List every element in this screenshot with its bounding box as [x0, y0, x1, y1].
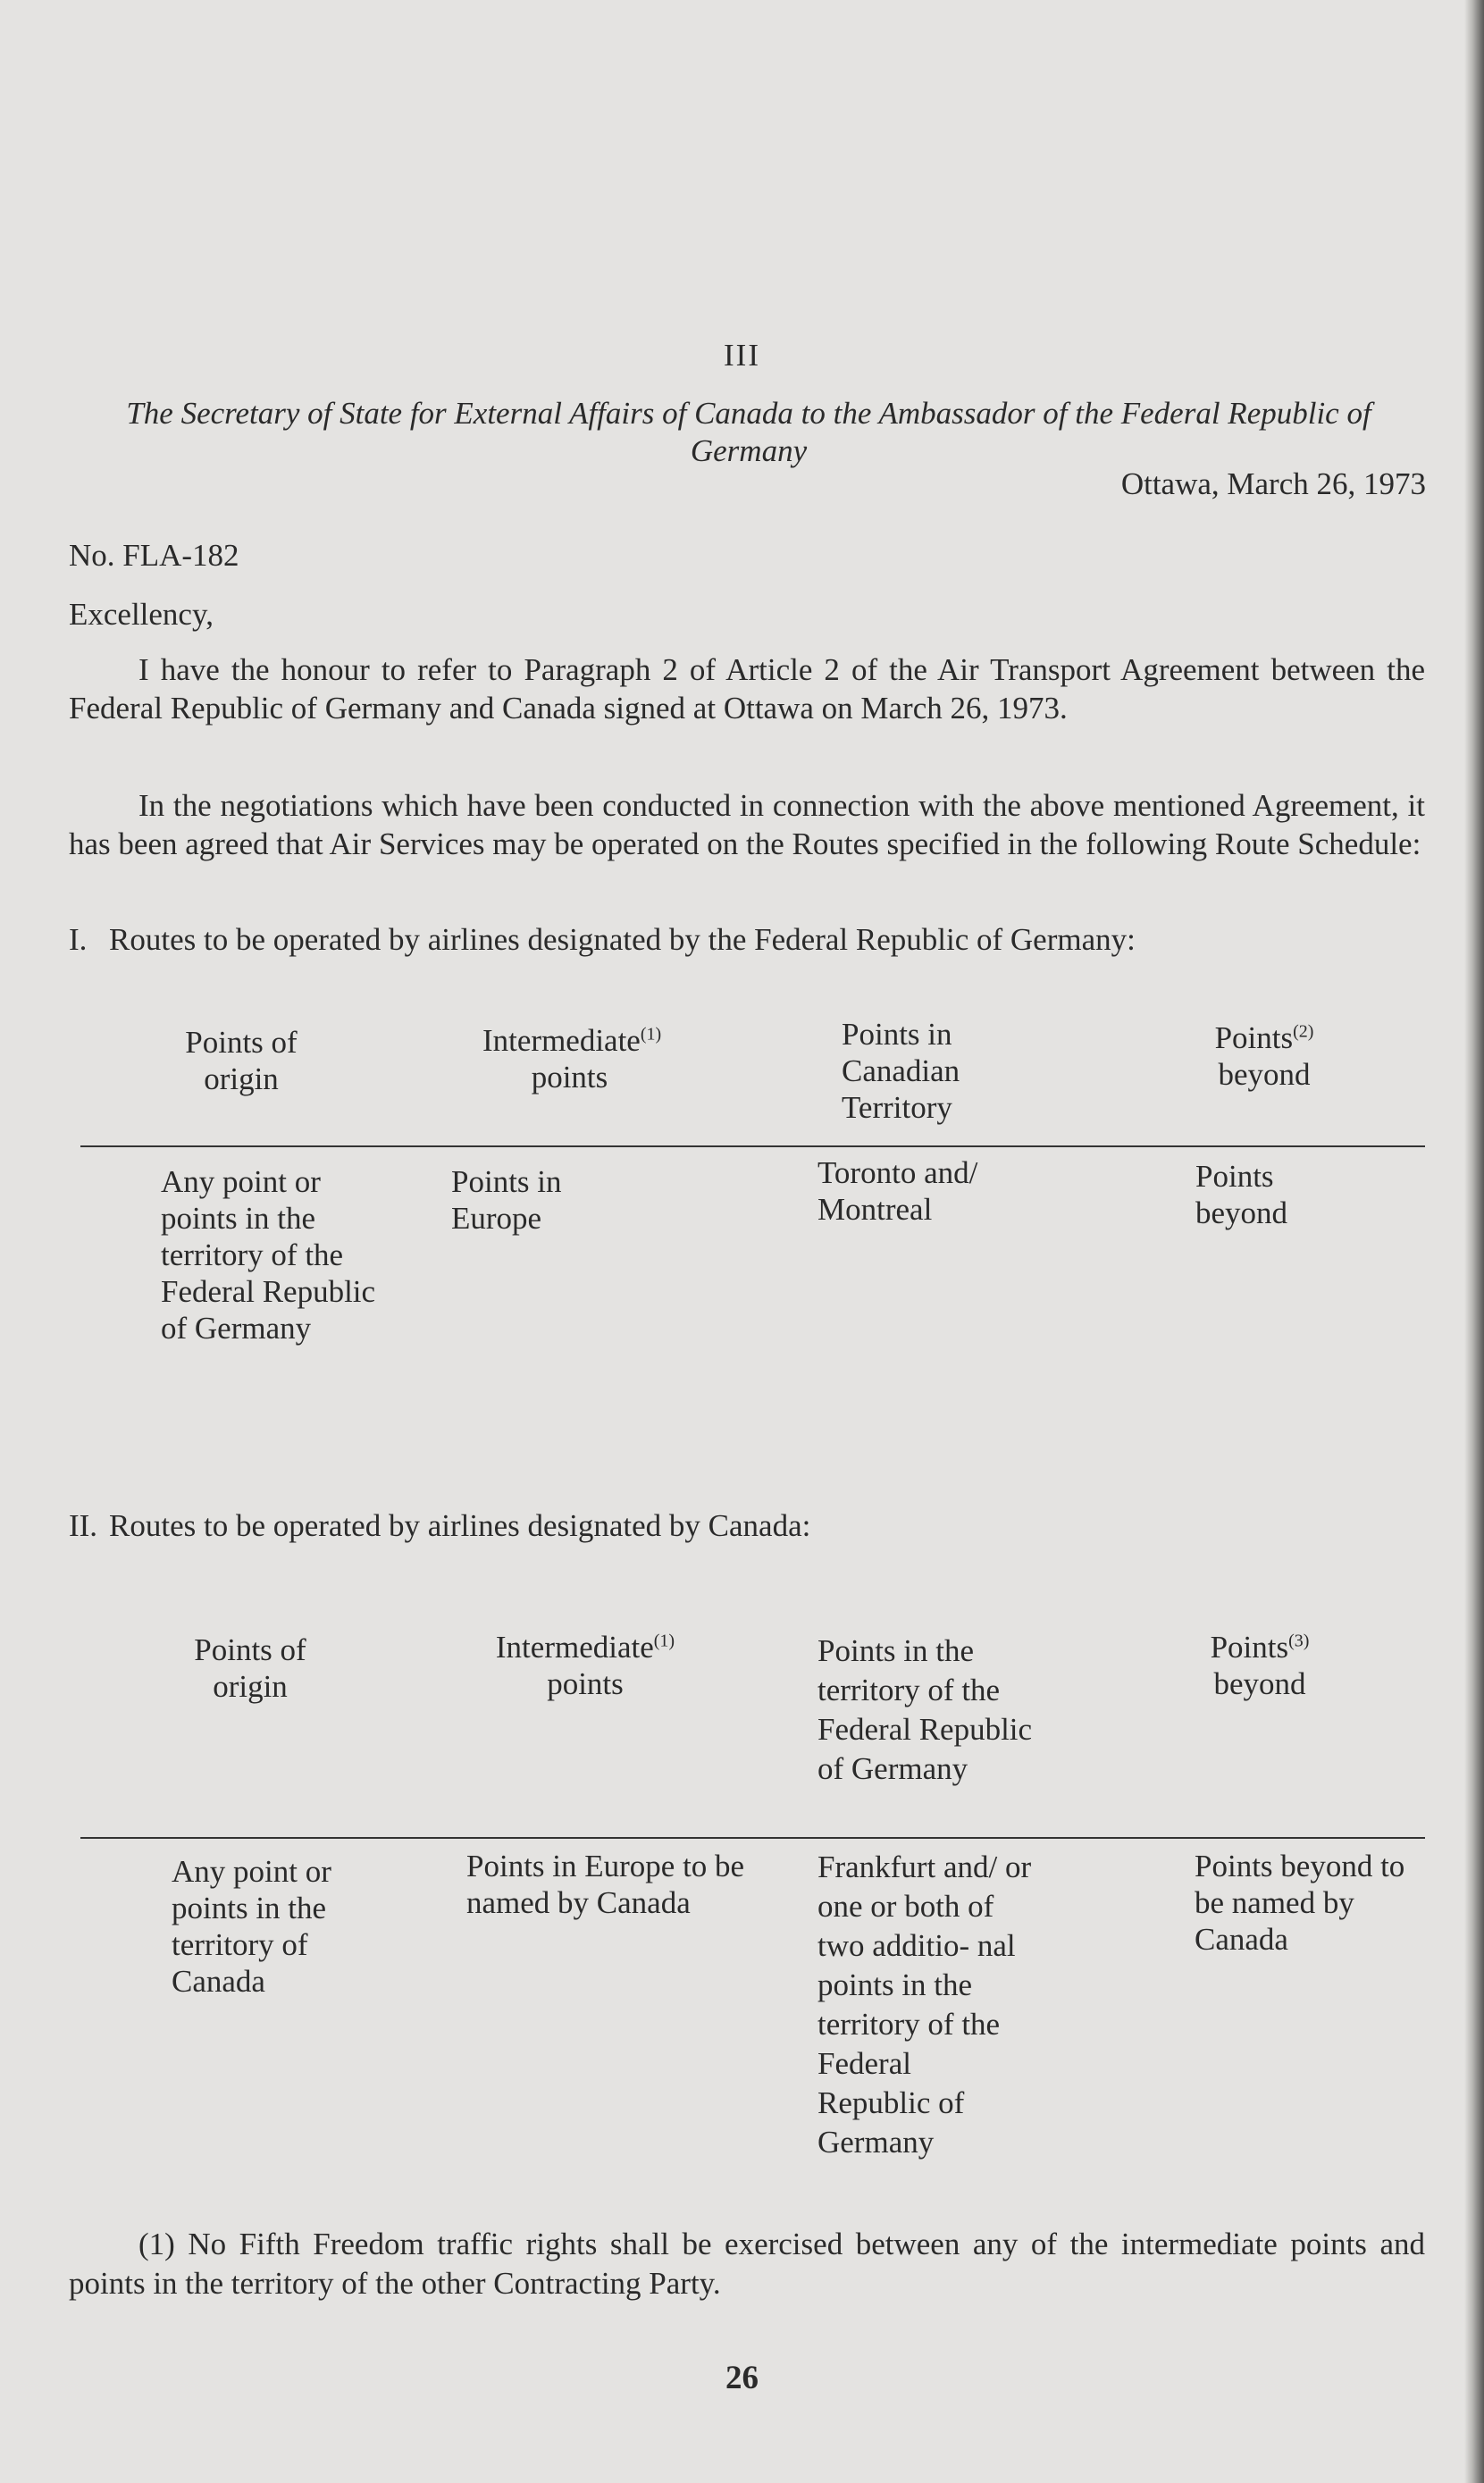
route-2-cell-intermediate: Points in Europe to be named by Canada	[466, 1849, 745, 1920]
route-2-header-beyond: Points$^{(3)}$ beyond	[1210, 1630, 1310, 1701]
route-2-header-origin: Points of origin	[194, 1632, 306, 1704]
paragraph-1: I have the honour to refer to Paragraph 2 of Article 2 of the Air Transport Agreement between the Federal Republic of Germany and Canada signed at Ottawa on March 26, 1973.	[69, 652, 1425, 726]
route-1-header-origin: Points of origin	[185, 1025, 298, 1096]
footnote-1: (1) No Fifth Freedom traffic rights shall be exercised between any of the intermediate points and points in the territory of the other Contracting Party.	[69, 2227, 1425, 2301]
route-section-2-title: II. Routes to be operated by airlines designated by Canada:	[69, 1508, 811, 1543]
route-1-cell-intermediate: Points in Europe	[451, 1164, 562, 1236]
route-1-cell-territory: Toronto and/ Montreal	[817, 1155, 978, 1227]
route-1-cell-beyond: Points beyond	[1195, 1159, 1288, 1230]
route-2-cell-territory: Frankfurt and/ or one or both of two additio- nal points in the territory of the Federal Republic of Germany	[817, 1850, 1032, 2160]
reference-number: No. FLA-182	[69, 538, 239, 573]
paragraph-2: In the negotiations which have been conducted in connection with the above mentioned Agreement, it has been agreed that Air Services may be operated on the Routes specified in the following Route Schedule:	[69, 788, 1425, 861]
route-1-header-intermediate: Intermediate$^{(1)}$ points	[482, 1023, 662, 1095]
page-number: 26	[725, 2360, 759, 2396]
route-1-header-territory: Points in Canadian Territory	[842, 1017, 960, 1125]
salutation: Excellency,	[69, 597, 214, 632]
letter-title: The Secretary of State for External Affairs of Canada to the Ambassador of the Federal Republic of Germany	[126, 396, 1371, 468]
place-date: Ottawa, March 26, 1973	[1120, 466, 1426, 501]
route-1-cell-origin: Any point or points in the territory of the Federal Republic of Germany	[161, 1164, 376, 1346]
route-2-header-intermediate: Intermediate$^{(1)}$ points	[495, 1630, 675, 1701]
route-1-divider	[80, 1145, 1425, 1147]
route-2-cell-origin: Any point or points in the territory of Canada	[172, 1854, 331, 1999]
route-1-header-beyond: Points$^{(2)}$ beyond	[1214, 1020, 1314, 1092]
route-2-header-territory: Points in the territory of the Federal Republic of Germany	[817, 1633, 1033, 1786]
route-section-1-title: I. Routes to be operated by airlines designated by the Federal Republic of Germany:	[69, 922, 1136, 957]
route-2-cell-beyond: Points beyond to be named by Canada	[1195, 1849, 1405, 1957]
route-2-divider	[80, 1837, 1425, 1839]
section-number: III	[724, 338, 760, 373]
